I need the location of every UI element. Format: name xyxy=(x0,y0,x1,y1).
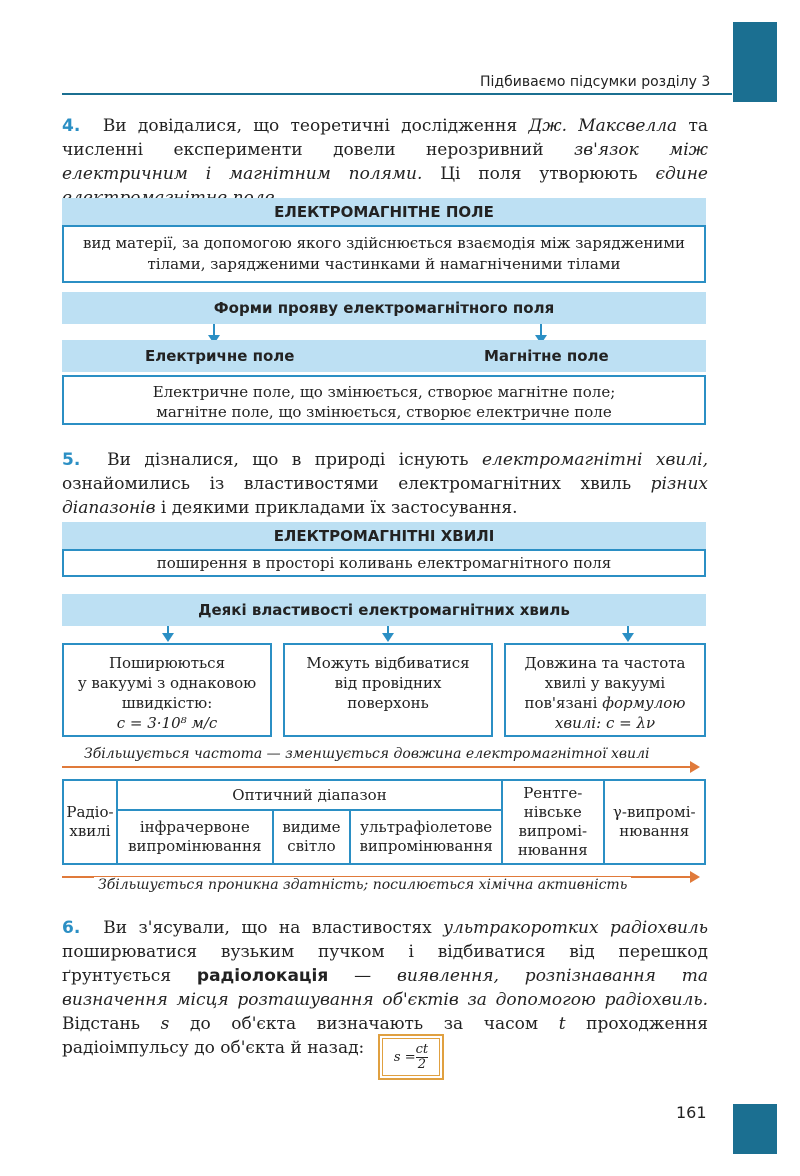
magnetic-field-label: Магнітне поле xyxy=(484,347,609,365)
prop3-line3-text: пов'язані xyxy=(524,694,598,712)
item6-part: — xyxy=(328,966,398,986)
infrared-cell xyxy=(117,810,273,864)
visible-label: видиме світло xyxy=(282,818,341,856)
optical-label: Оптичний діапазон xyxy=(232,785,387,804)
radio-cell xyxy=(63,780,117,864)
item5-part: і деякими прикладами їх застосування. xyxy=(155,498,518,518)
prop3-italic: формулою xyxy=(602,694,686,712)
radio-label: Радіохвилі xyxy=(66,803,114,840)
prop3-line3 xyxy=(506,693,704,713)
prop1-line2: у вакуумі з однаковою xyxy=(77,674,257,692)
item-number: 6. xyxy=(62,918,81,938)
bottom-corner-tab xyxy=(733,1104,777,1154)
emfield-title-bar xyxy=(62,198,706,226)
prop3-line4 xyxy=(506,713,704,733)
prop1-box xyxy=(62,643,272,737)
item5-part: ознайомились із властивостями електромагнітних хвиль xyxy=(62,474,651,494)
item-5-text xyxy=(62,450,708,518)
emwaves-props-title: Деякі властивості електромагнітних хвиль xyxy=(198,601,570,619)
item-5-paragraph xyxy=(62,448,708,520)
formula-denominator: 2 xyxy=(417,1056,426,1072)
xray-label: Рентгенівське випромінювання xyxy=(517,784,588,859)
item4-part: єдине xyxy=(655,164,708,184)
item4-part: Ви довідалися, що теоретичні дослідження xyxy=(102,116,529,136)
item-number: 5. xyxy=(62,450,81,470)
xray-cell xyxy=(502,780,603,864)
item6-part: виявлення, розпізнавання та визначення місця розташування об'єктів за допомогою радіохвиль. xyxy=(62,966,708,1010)
arrow-to-electric xyxy=(213,324,215,336)
prop3-box xyxy=(504,643,706,737)
item6-part: t xyxy=(558,1014,566,1034)
optical-cell xyxy=(117,780,502,810)
emfield-definition-line1: вид матерії, за допомогою якого здійснюється взаємодія між зарядженими xyxy=(83,234,685,252)
item6-part: поширюватися вузьким пучком і відбиватися від перешкод ґрунтується xyxy=(62,942,708,986)
formula-fraction xyxy=(416,1043,429,1072)
arrow-to-prop3 xyxy=(627,626,629,634)
item6-part: до об'єкта визначають за часом xyxy=(169,1014,559,1034)
item5-part: Ви дізналися, що в природі існують xyxy=(107,450,482,470)
prop3-last: хвилі: xyxy=(554,714,602,732)
electric-field-label: Електричне поле xyxy=(145,347,295,365)
gamma-cell xyxy=(604,780,706,864)
item6-part: Відстань xyxy=(62,1014,161,1034)
formula-numerator: ct xyxy=(415,1041,429,1057)
relation-line2: магнітне поле, що змінюється, створює електричне поле xyxy=(156,403,612,421)
emfield-definition-line2: тілами, зарядженими частинками й намагніченими тілами xyxy=(147,255,621,273)
item6-part: Ви з'ясували, що на властивостях xyxy=(103,918,444,938)
item-5 xyxy=(62,448,708,520)
item6-part: ультракоротких радіохвиль xyxy=(443,918,708,938)
page-number: 161 xyxy=(676,1103,707,1122)
item4-part: Ці поля утворюють xyxy=(422,164,656,184)
running-title: Підбиваємо підсумки розділу 3 xyxy=(480,74,711,90)
arrow-to-prop2 xyxy=(387,626,389,634)
item-4-paragraph xyxy=(62,114,708,210)
emfield-definition-box xyxy=(62,225,706,283)
emwaves-props-bar xyxy=(62,594,706,626)
item4-part: та численні експерименти довели нерозривний xyxy=(62,116,708,160)
prop2-line1: Можуть відбиватися xyxy=(306,654,470,672)
prop2-box xyxy=(283,643,493,737)
uv-cell xyxy=(350,810,502,864)
penetration-arrow-text: Збільшується проникна здатність; посилюється хімічна активність xyxy=(94,877,631,893)
relation-line1: Електричне поле, що змінюється, створює магнітне поле; xyxy=(152,383,616,401)
distance-formula-box xyxy=(378,1034,444,1080)
infrared-label: інфрачервоне випромінювання xyxy=(128,818,262,856)
item5-part: електромагнітні хвилі, xyxy=(481,450,709,470)
spectrum-table xyxy=(62,779,706,865)
formula-lhs: s = xyxy=(393,1049,416,1065)
item6-part: s xyxy=(160,1014,170,1034)
prop1-formula: c = 3·10⁸ м/с xyxy=(116,714,218,732)
field-relation-box xyxy=(62,375,706,425)
arrow-to-magnetic xyxy=(540,324,542,336)
emfield-forms-bar xyxy=(62,292,706,324)
emwaves-title-bar xyxy=(62,522,706,550)
prop3-line1: Довжина та частота xyxy=(524,654,686,672)
emfield-forms-title: Форми прояву електромагнітного поля xyxy=(213,299,555,317)
item-number: 4. xyxy=(62,116,81,136)
emwaves-definition: поширення в просторі коливань електромагнітного поля xyxy=(156,554,612,572)
visible-cell xyxy=(273,810,351,864)
item-4 xyxy=(62,114,708,210)
frequency-arrow-text: Збільшується частота — зменшується довжина електромагнітної хвилі xyxy=(80,746,653,762)
prop3-formula: c = λν xyxy=(605,714,656,732)
item4-part: зв'язок між електричним і магнітним полями. xyxy=(62,140,709,184)
item4-part: Дж. Максвелла xyxy=(528,116,678,136)
header-rule xyxy=(62,93,732,95)
frequency-arrow xyxy=(62,766,692,768)
item6-part: радіолокація xyxy=(196,966,329,986)
prop2-line2: від провідних xyxy=(334,674,442,692)
item6-part: проходження радіоімпульсу до об'єкта й назад: xyxy=(62,1014,708,1058)
prop3-line2: хвилі у вакуумі xyxy=(544,674,666,692)
prop1-line3: швидкістю: xyxy=(121,694,213,712)
prop2-line3: поверхонь xyxy=(347,694,429,712)
emwaves-definition-box xyxy=(62,549,706,577)
top-corner-tab xyxy=(733,22,777,102)
prop1-line1: Поширюються xyxy=(108,654,226,672)
uv-label: ультрафіолетове випромінювання xyxy=(359,818,493,856)
emwaves-title: ЕЛЕКТРОМАГНІТНІ ХВИЛІ xyxy=(273,527,495,545)
item-4-text xyxy=(62,116,708,208)
gamma-label: γ-випромінювання xyxy=(612,803,696,840)
item5-part: різних діапазонів xyxy=(62,474,708,518)
arrow-to-prop1 xyxy=(167,626,169,634)
emfield-title: ЕЛЕКТРОМАГНІТНЕ ПОЛЕ xyxy=(274,203,494,221)
